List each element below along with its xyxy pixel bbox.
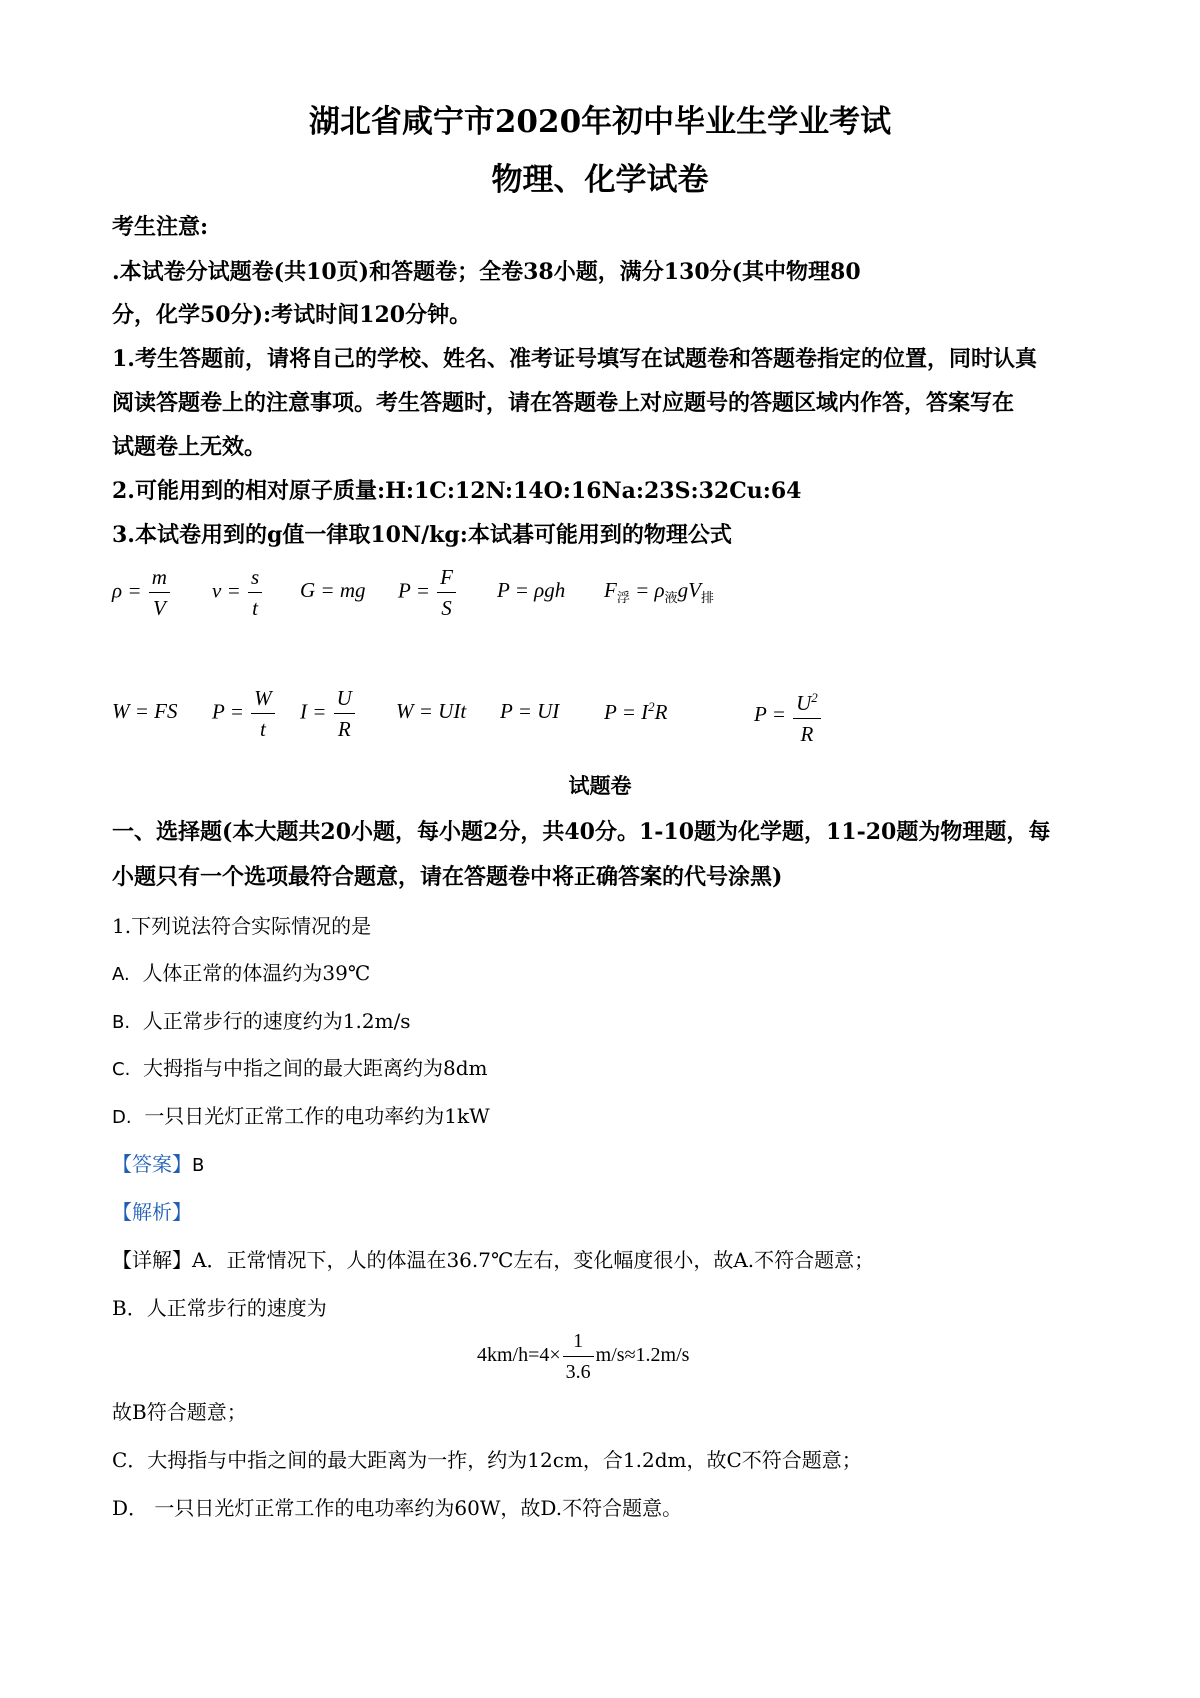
formula-power-wt: P = $\frac{W}{t}$ <box>212 683 277 744</box>
notice-line: 试题卷上无效。 <box>112 434 267 460</box>
detail-line: 【详解】A．正常情况下，人的体温在36.7℃左右，变化幅度很小，故A.不符合题意； <box>112 1248 875 1272</box>
section-heading-line: 小题只有一个选项最符合题意，请在答题卷中将正确答案的代号涂黑) <box>112 864 783 890</box>
analysis-tag: 【解析】 <box>112 1200 192 1224</box>
explanation-d: D． 一只日光灯正常工作的电功率约为60W，故D.不符合题意。 <box>112 1496 683 1520</box>
explanation-c: C．大拇指与中指之间的最大距离为一拃，约为12cm，合1.2dm，故C不符合题意； <box>112 1448 862 1472</box>
answer-line <box>112 1148 204 1177</box>
formula-density: ρ = $\frac{m}{V}$ <box>112 562 172 623</box>
notice-line: 阅读答题卷上的注意事项。考生答题时，请在答题卷上对应题号的答题区域内作答，答案写在 <box>112 390 1015 416</box>
formula-velocity: v = $\frac{s}{t}$ <box>212 562 264 623</box>
answer-value: B <box>192 1155 205 1176</box>
notice-line: 3.本试卷用到的g值一律取10N/kg:本试碁可能用到的物理公式 <box>112 522 732 548</box>
section-heading-line: 一、选择题(本大题共20小题，每小题2分，共40分。1-10题为化学题，11-20题为物理题，每 <box>112 819 1051 845</box>
formula-power-i2r: $P = I^2R$ <box>604 699 668 724</box>
explanation-b: B．人正常步行的速度为 <box>112 1296 327 1320</box>
question-stem: 1.下列说法符合实际情况的是 <box>112 914 372 938</box>
formula-power-u2r: P = $\frac{U^2}{R}$ <box>754 683 823 749</box>
formula-buoyancy: $F_浮 = \rho_液gV_排$ <box>604 578 714 606</box>
formula-work: W = FS <box>112 699 178 723</box>
answer-tag: 【答案】 <box>112 1152 192 1176</box>
notice-line: 分，化学50分):考试时间120分钟。 <box>112 302 472 328</box>
option-b: B. 人正常步行的速度约为1.2m/s <box>112 1009 411 1033</box>
option-d: D. 一只日光灯正常工作的电功率约为1kW <box>112 1104 490 1128</box>
notice-heading: 考生注意: <box>112 214 209 240</box>
formula-current: I = $\frac{U}{R}$ <box>300 683 357 744</box>
formula-liquid-pressure: P = ρgh <box>497 578 566 602</box>
section-label: 试题卷 <box>568 773 632 798</box>
exam-title: 湖北省咸宁市2020年初中毕业生学业考试 <box>308 104 892 140</box>
formula-gravity: G = mg <box>300 578 366 602</box>
option-a: A. 人体正常的体温约为39℃ <box>112 961 371 985</box>
option-c: C. 大拇指与中指之间的最大距离约为8dm <box>112 1056 488 1080</box>
speed-calculation: 4km/h=4× $\frac{1}{3.6}$ m/s≈1.2m/s <box>477 1326 689 1387</box>
notice-line: 1.考生答题前，请将自己的学校、姓名、准考证号填写在试题卷和答题卷指定的位置，同时认真 <box>112 346 1037 372</box>
notice-line: .本试卷分试题卷(共10页)和答题卷；全卷38小题，满分130分(其中物理80 <box>112 259 861 285</box>
formula-power-ui: P = UI <box>500 699 560 723</box>
exam-subtitle: 物理、化学试卷 <box>491 162 709 198</box>
explanation-b-conclusion: 故B符合题意； <box>112 1400 247 1424</box>
formula-pressure: P = $\frac{F}{S}$ <box>398 562 458 623</box>
formula-electric-work: W = UIt <box>396 699 467 723</box>
notice-line: 2.可能用到的相对原子质量:H:1C:12N:14O:16Na:23S:32Cu:64 <box>112 478 802 504</box>
